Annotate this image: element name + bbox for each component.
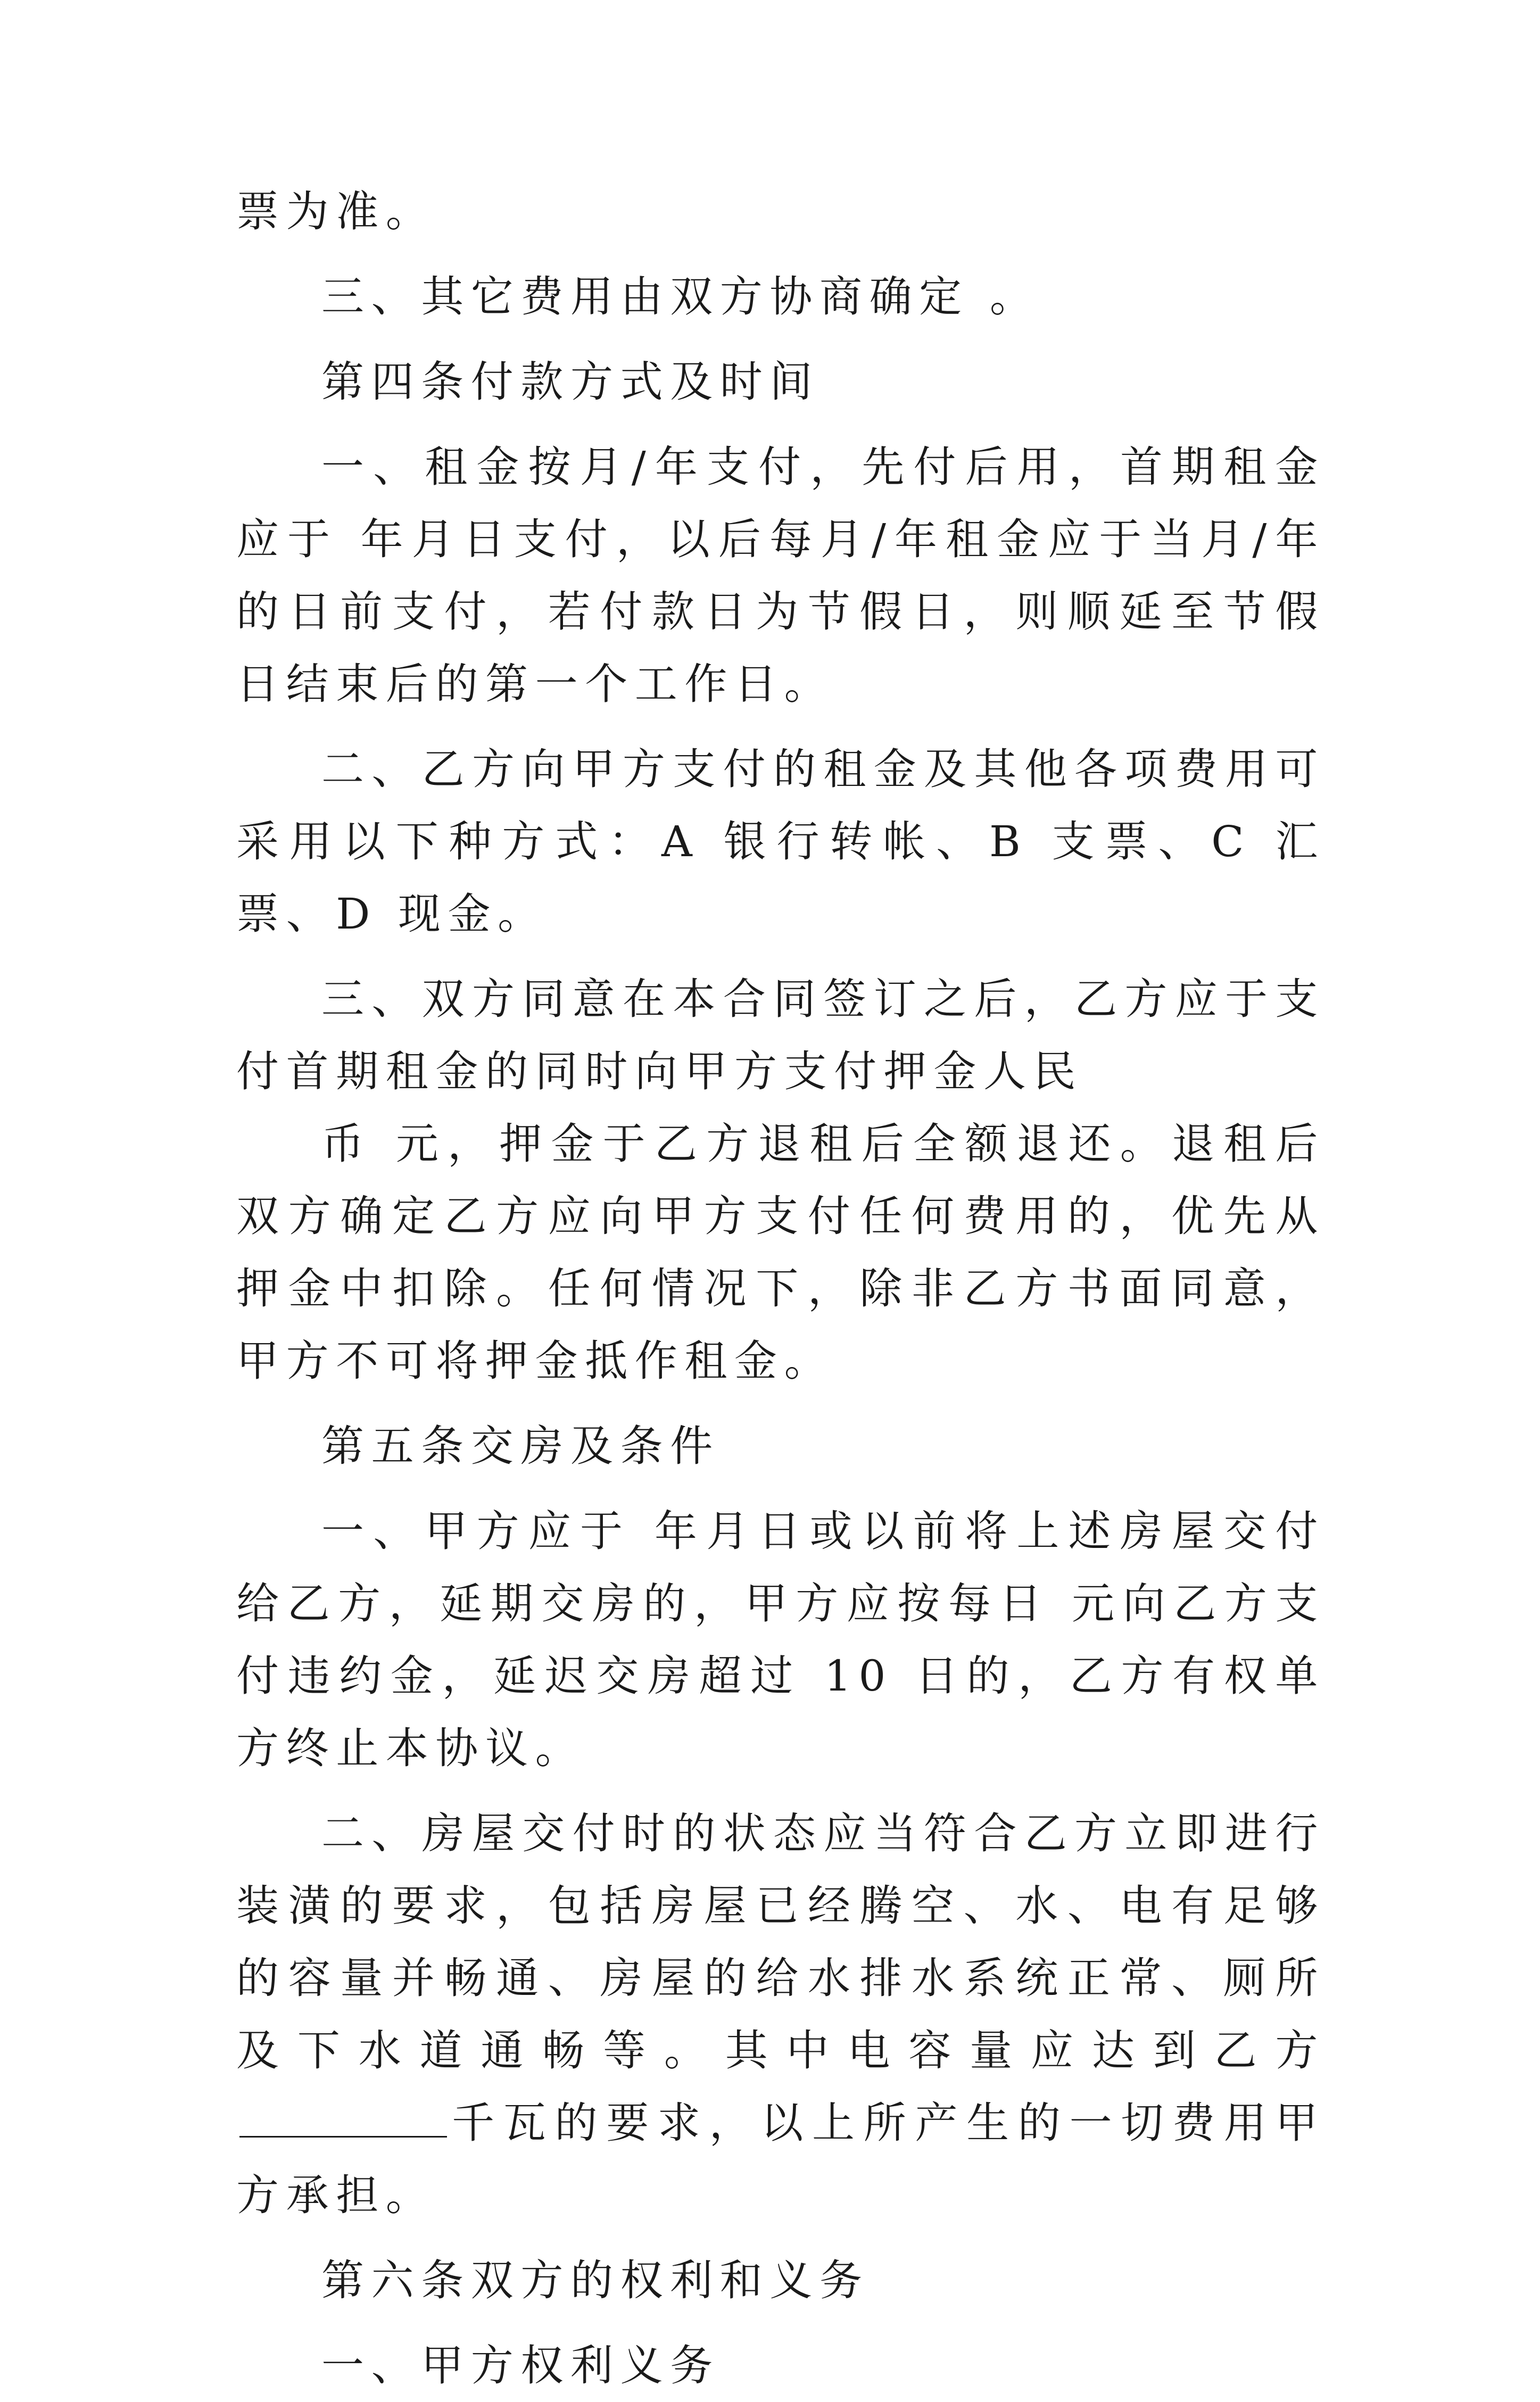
paragraph-handover-date: 一、甲方应于 年月日或以前将上述房屋交付给乙方，延期交房的，甲方应按每日 元向乙方支付违约金，延迟交房超过 10 日的，乙方有权单方终止本协议。 [236,1506,1325,1773]
handover-text-before-blank: 二、房屋交付时的状态应当符合乙方立即进行装潢的要求，包括房屋已经腾空、水、电有足够的容量并畅通、房屋的给水排水系统正常、厕所及下水道通畅等。其中电容量应达到乙方 [236,1809,1325,2075]
paragraph-continuation: 票为准。 [236,187,436,236]
paragraph-deposit-continued: 币 元，押金于乙方退租后全额退还。退租后双方确定乙方应向甲方支付任何费用的，优先从押金中扣除。任何情况下，除非乙方书面同意，甲方不可将押金抵作租金。 [236,1119,1325,1386]
section-heading-article-4: 第四条付款方式及时间 [321,357,819,407]
document-body [236,176,1325,2402]
section-heading-article-6: 第六条双方的权利和义务 [321,2256,870,2305]
section-heading-article-5: 第五条交房及条件 [321,1421,720,1471]
paragraph-rent-payment: 一、租金按月/年支付，先付后用，首期租金应于 年月日支付，以后每月/年租金应于当月/年的日前支付，若付款日为节假日，则顺延至节假日结束后的第一个工作日。 [236,442,1325,709]
subheading-party-a-rights: 一、甲方权利义务 [321,2341,720,2390]
paragraph-other-fees: 三、其它费用由双方协商确定 。 [321,272,1040,321]
capacity-blank-line [239,2098,447,2138]
handover-text-after-blank: 千瓦的要求，以上所产生的一切费用甲方承担。 [236,2098,1325,2220]
paragraph-payment-methods: 二、乙方向甲方支付的租金及其他各项费用可采用以下种方式：A 银行转帐、B 支票、C 汇票、D 现金。 [236,744,1325,939]
paragraph-deposit: 三、双方同意在本合同签订之后，乙方应于支付首期租金的同时向甲方支付押金人民 [236,974,1325,1096]
paragraph-handover-condition [236,1798,1325,2232]
